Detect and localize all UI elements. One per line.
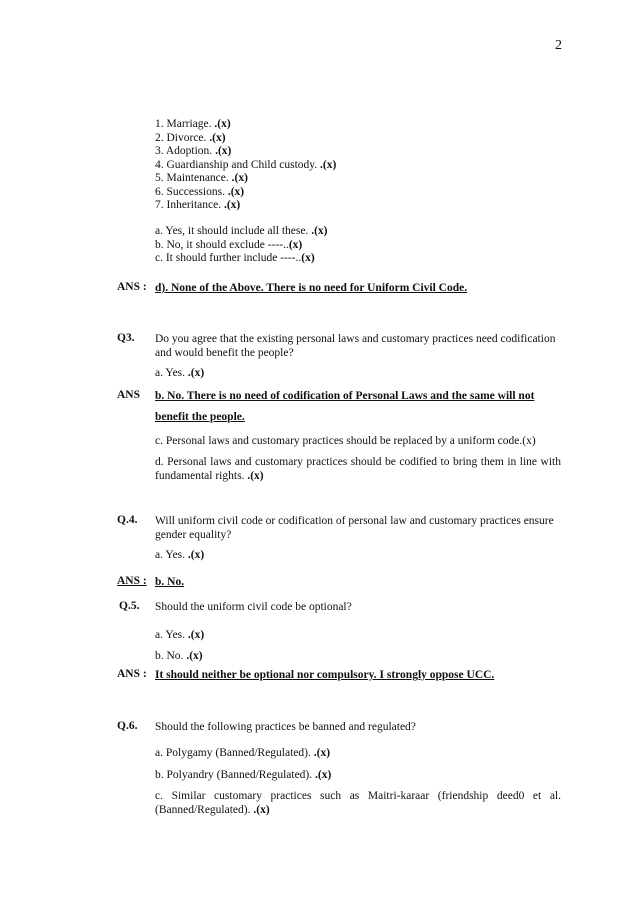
option-item: a. Yes. .(x)	[155, 549, 205, 561]
question-label: Q.4.	[117, 514, 138, 526]
option-item: a. Polygamy (Banned/Regulated). .(x)	[155, 747, 331, 759]
option-item: a. Yes. .(x)	[155, 367, 205, 379]
personal-law-list	[155, 118, 336, 213]
option-item: a. Yes. .(x)	[155, 629, 205, 641]
answer-text-continued: benefit the people.	[155, 411, 245, 423]
answer-label: ANS :	[117, 575, 147, 587]
page-number: 2	[555, 38, 562, 53]
option-item: b. No. .(x)	[155, 650, 203, 662]
answer-text: d). None of the Above. There is no need for Uniform Civil Code.	[155, 282, 468, 294]
question-text: Should the uniform civil code be optional?	[155, 601, 352, 613]
list-item: 7. Inheritance. .(x)	[155, 199, 241, 211]
list-item: 4. Guardianship and Child custody. .(x)	[155, 158, 337, 171]
option-item: a. Yes, it should include all these. .(x)	[155, 225, 328, 237]
option-item: c. Similar customary practices such as Maitri-karaar (friendship deed0 et al. (Banned/Regulated). .(x)	[155, 790, 561, 816]
answer-label: ANS :	[117, 668, 147, 680]
question-label: Q.6.	[117, 720, 138, 732]
list-item: 3. Adoption. .(x)	[155, 145, 232, 157]
option-item: c. Personal laws and customary practices should be replaced by a uniform code.(x)	[155, 435, 536, 447]
answer-text: b. No. There is no need of codification of Personal Laws and the same will not	[155, 390, 535, 402]
question-text: Will uniform civil code or codification of personal law and customary practices ensure gender equality?	[155, 515, 554, 541]
answer-text: b. No.	[155, 576, 185, 588]
question-text: Do you agree that the existing personal laws and customary practices need codification and would benefit the people?	[155, 333, 556, 359]
list-item: 6. Successions. .(x)	[155, 185, 245, 198]
list-item: 5. Maintenance. .(x)	[155, 172, 248, 184]
answer-text: It should neither be optional nor compulsory. I strongly oppose UCC.	[155, 669, 495, 681]
question-text: Should the following practices be banned and regulated?	[155, 721, 416, 733]
q2-options	[155, 225, 328, 266]
question-label: Q.5.	[119, 600, 140, 612]
option-item: d. Personal laws and customary practices should be codified to bring them in line with fundamental rights. .(x)	[155, 456, 561, 482]
answer-label: ANS :	[117, 281, 147, 293]
option-item: b. Polyandry (Banned/Regulated). .(x)	[155, 769, 332, 781]
list-item: 2. Divorce. .(x)	[155, 131, 226, 144]
answer-label: ANS	[117, 389, 141, 401]
option-item: b. No, it should exclude ----..(x)	[155, 238, 303, 251]
option-item: c. It should further include ----..(x)	[155, 252, 315, 264]
question-label: Q3.	[117, 332, 135, 344]
list-item: 1. Marriage. .(x)	[155, 118, 231, 130]
